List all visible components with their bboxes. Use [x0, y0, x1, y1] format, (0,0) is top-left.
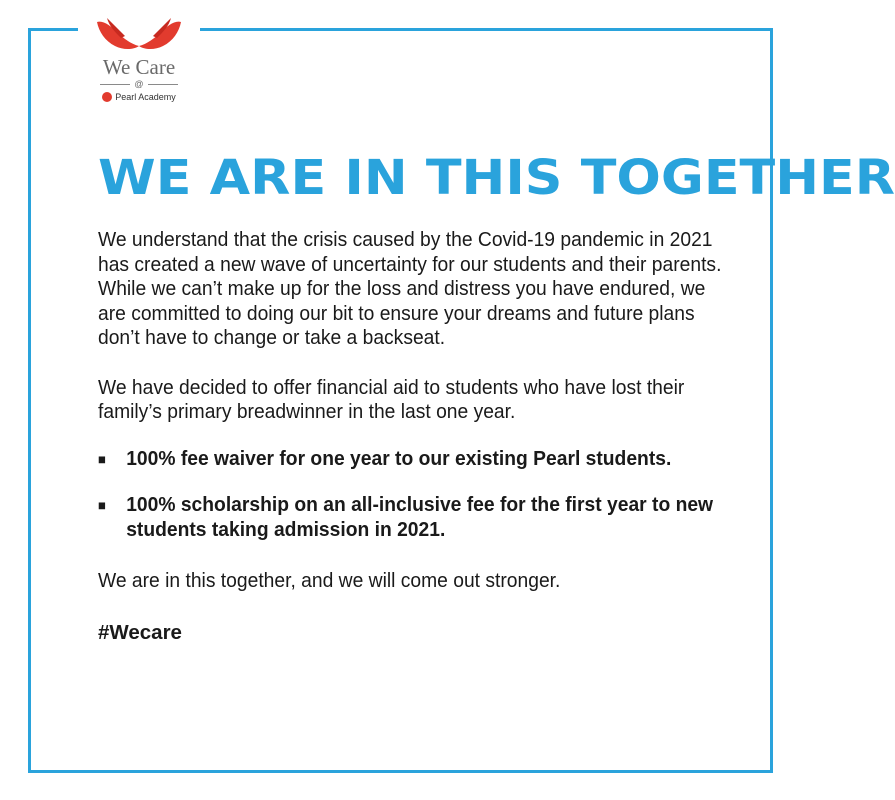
main-content [98, 228, 738, 645]
benefits-list [98, 447, 778, 543]
divider [148, 84, 178, 85]
hashtag: #Wecare [98, 620, 182, 644]
bullet-icon: ■ [98, 450, 106, 467]
closing-line: We are in this together, and we will come out stronger. [98, 569, 561, 592]
page-title: WE ARE IN THIS TOGETHER [98, 150, 895, 206]
benefit-text: 100% scholarship on an all-inclusive fee for the first year to new students taking admission in 2021. [126, 493, 714, 541]
logo-at: @ [134, 79, 144, 89]
paragraph-intro: We understand that the crisis caused by the Covid-19 pandemic in 2021 has created a new wave of uncertainty for our students and their parents. While we can’t make up for the loss and distress you have endured, we are committed to doing our bit to ensure your dreams and future plans don’t have to change or take a backseat. [98, 228, 722, 349]
logo-title: We Care [102, 55, 176, 79]
we-care-logo [78, 16, 200, 128]
divider [100, 84, 130, 85]
bullet-icon: ■ [98, 497, 106, 513]
paragraph-aid: We have decided to offer financial aid to students who have lost their family’s primary breadwinner in the last one year. [98, 375, 685, 423]
list-item [98, 447, 737, 472]
logo-brand [78, 92, 200, 102]
benefit-text: 100% fee waiver for one year to our existing Pearl students. [126, 446, 672, 470]
pearl-academy-icon [102, 92, 112, 102]
logo-at-row [78, 79, 200, 89]
logo-brand-name: Pearl Academy [115, 92, 176, 102]
caring-hands-icon [93, 16, 185, 58]
list-item [98, 493, 737, 542]
